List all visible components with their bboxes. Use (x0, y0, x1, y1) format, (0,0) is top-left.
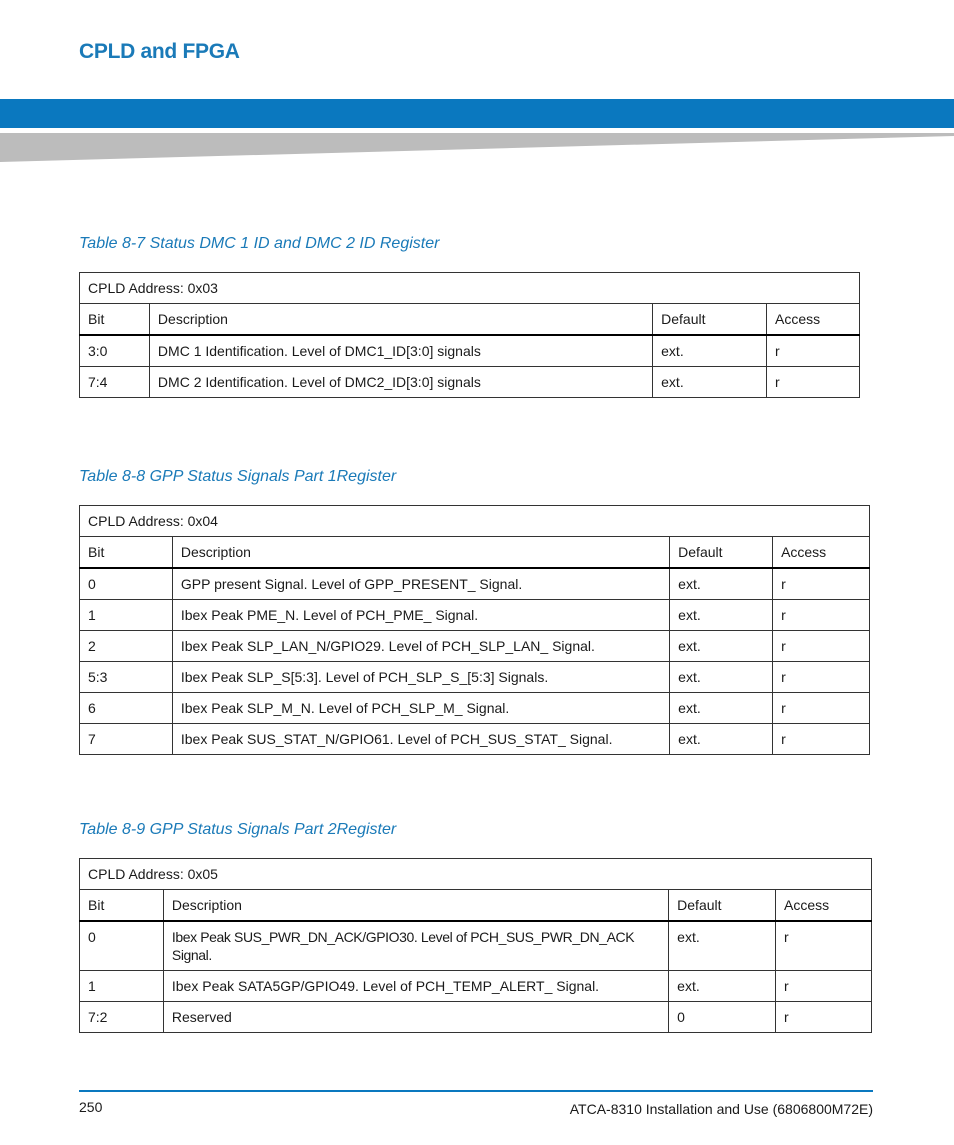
cell-description: GPP present Signal. Level of GPP_PRESENT_ Signal. (172, 568, 669, 600)
chapter-title: CPLD and FPGA (79, 38, 244, 66)
cell-bit: 0 (80, 568, 173, 600)
cell-default: ext. (670, 600, 773, 631)
cpld-address: CPLD Address: 0x05 (80, 859, 872, 890)
header-row (80, 890, 872, 922)
cell-default: ext. (670, 662, 773, 693)
column-header-access: Access (773, 537, 870, 569)
address-row (80, 273, 860, 304)
cell-description: DMC 1 Identification. Level of DMC1_ID[3:0] signals (149, 335, 652, 367)
cell-default: ext. (669, 971, 776, 1002)
cell-access: r (776, 971, 872, 1002)
column-header-access: Access (776, 890, 872, 922)
cell-bit: 2 (80, 631, 173, 662)
table-row (80, 971, 872, 1002)
column-header-bit: Bit (80, 537, 173, 569)
column-header-description: Description (172, 537, 669, 569)
cell-description: Ibex Peak SLP_S[5:3]. Level of PCH_SLP_S_[5:3] Signals. (172, 662, 669, 693)
table-caption-8-8: Table 8-8 GPP Status Signals Part 1Register (79, 468, 397, 485)
cell-access: r (767, 367, 860, 398)
column-header-description: Description (163, 890, 668, 922)
table-row (80, 724, 870, 755)
column-header-default: Default (669, 890, 776, 922)
document-title: ATCA-8310 Installation and Use (6806800M72E) (569, 1101, 873, 1117)
column-header-default: Default (670, 537, 773, 569)
cell-default: ext. (653, 335, 767, 367)
cell-access: r (773, 662, 870, 693)
page-number: 250 (79, 1099, 103, 1115)
cell-bit: 6 (80, 693, 173, 724)
register-table-8-7 (79, 272, 860, 398)
register-table-8-9 (79, 858, 872, 1033)
table-row (80, 568, 870, 600)
cell-access: r (773, 693, 870, 724)
cell-bit: 0 (80, 921, 164, 971)
cell-default: ext. (653, 367, 767, 398)
cell-access: r (773, 724, 870, 755)
cell-default: 0 (669, 1002, 776, 1033)
cell-bit: 5:3 (80, 662, 173, 693)
address-row (80, 506, 870, 537)
cell-bit: 7:2 (80, 1002, 164, 1033)
cell-default: ext. (670, 631, 773, 662)
cell-bit: 7 (80, 724, 173, 755)
cell-default: ext. (669, 921, 776, 971)
cell-access: r (773, 631, 870, 662)
header-grey-wedge (0, 130, 954, 164)
cell-bit: 1 (80, 600, 173, 631)
table-caption-8-7: Table 8-7 Status DMC 1 ID and DMC 2 ID Register (79, 235, 440, 252)
cell-bit: 3:0 (80, 335, 150, 367)
header-row (80, 537, 870, 569)
cell-access: r (773, 600, 870, 631)
column-header-bit: Bit (80, 890, 164, 922)
cell-description: DMC 2 Identification. Level of DMC2_ID[3:0] signals (149, 367, 652, 398)
header-blue-band (0, 99, 954, 128)
table-row (80, 693, 870, 724)
cell-access: r (773, 568, 870, 600)
cell-access: r (767, 335, 860, 367)
footer-rule (79, 1090, 873, 1092)
table-row (80, 600, 870, 631)
header-row (80, 304, 860, 336)
table-row (80, 335, 860, 367)
column-header-description: Description (149, 304, 652, 336)
table-row (80, 921, 872, 971)
cell-description: Ibex Peak SLP_LAN_N/GPIO29. Level of PCH_SLP_LAN_ Signal. (172, 631, 669, 662)
cell-default: ext. (670, 724, 773, 755)
column-header-default: Default (653, 304, 767, 336)
cell-default: ext. (670, 568, 773, 600)
table-row (80, 1002, 872, 1033)
cell-description: Ibex Peak SUS_STAT_N/GPIO61. Level of PCH_SUS_STAT_ Signal. (172, 724, 669, 755)
cell-description: Ibex Peak PME_N. Level of PCH_PME_ Signal. (172, 600, 669, 631)
cell-access: r (776, 1002, 872, 1033)
cpld-address: CPLD Address: 0x03 (80, 273, 860, 304)
cell-description: Ibex Peak SATA5GP/GPIO49. Level of PCH_TEMP_ALERT_ Signal. (163, 971, 668, 1002)
address-row (80, 859, 872, 890)
cell-default: ext. (670, 693, 773, 724)
column-header-access: Access (767, 304, 860, 336)
column-header-bit: Bit (80, 304, 150, 336)
cell-description: Ibex Peak SLP_M_N. Level of PCH_SLP_M_ Signal. (172, 693, 669, 724)
cell-bit: 1 (80, 971, 164, 1002)
table-caption-8-9: Table 8-9 GPP Status Signals Part 2Register (79, 821, 397, 838)
cell-bit: 7:4 (80, 367, 150, 398)
cell-description: Ibex Peak SUS_PWR_DN_ACK/GPIO30. Level of PCH_SUS_PWR_DN_ACK Signal. (163, 921, 668, 971)
table-row (80, 662, 870, 693)
table-row (80, 631, 870, 662)
table-row (80, 367, 860, 398)
register-table-8-8 (79, 505, 870, 755)
cell-access: r (776, 921, 872, 971)
cell-description: Reserved (163, 1002, 668, 1033)
cpld-address: CPLD Address: 0x04 (80, 506, 870, 537)
